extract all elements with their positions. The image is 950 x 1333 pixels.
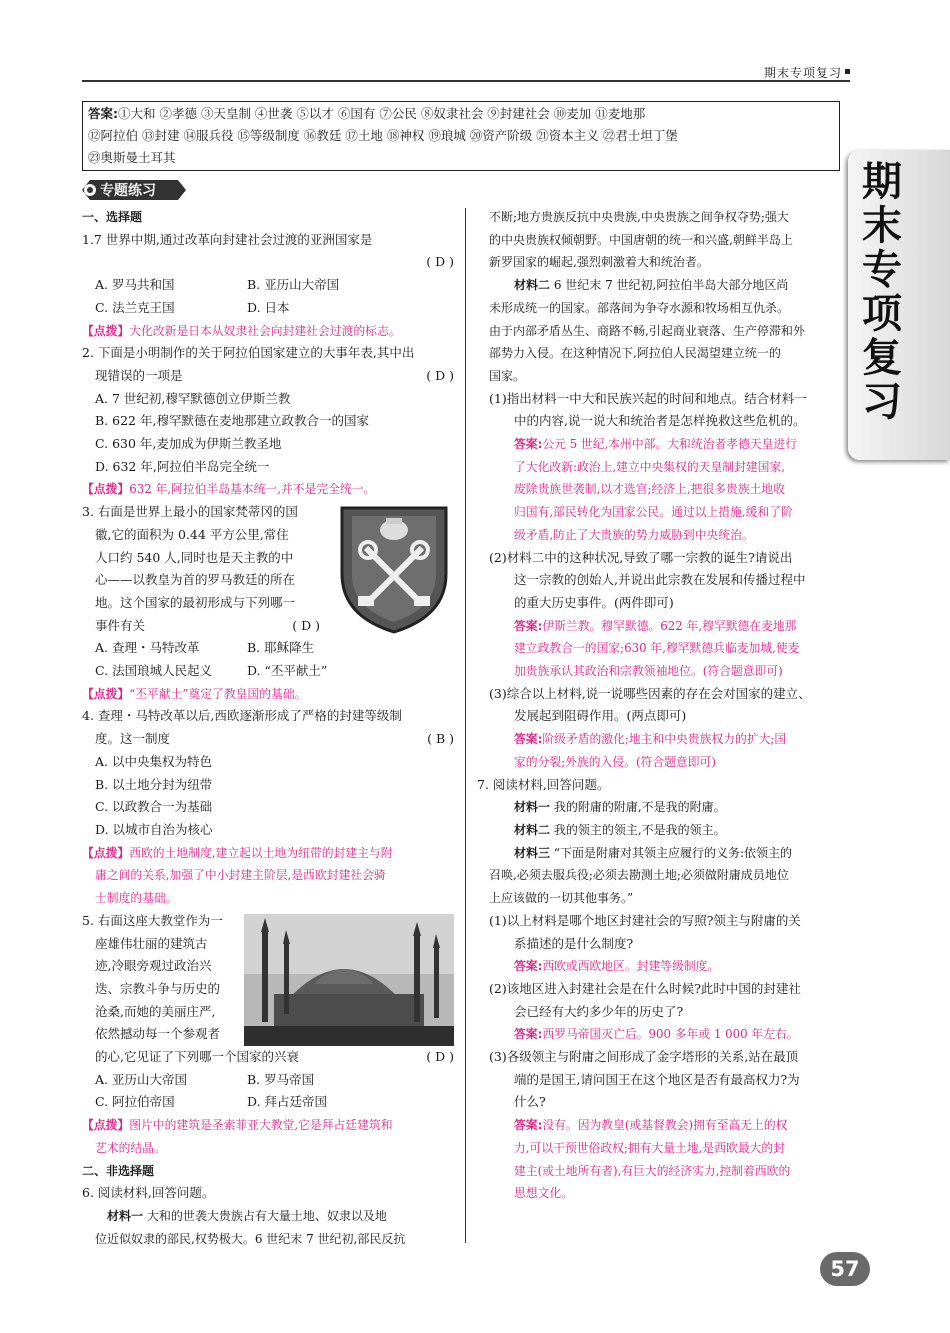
q4-tip-1: 西欧的土地制度,建立起以土地为纽带的封建主与附 [129, 845, 393, 860]
q1-option-c: C. 法兰克王国 [95, 299, 175, 315]
q6-material-1-line-3: 不断;地方贵族反抗中央贵族,中央贵族之间争权夺势;强大 [489, 210, 789, 224]
q7-stem: 7. 阅读材料,回答问题。 [477, 776, 610, 792]
answer-key-label: 答案: [88, 106, 118, 121]
q6-sub1-answer-2: 了大化改新:政治上,建立中央集权的天皇制封建国家, [514, 459, 786, 474]
q7-material-3-label: 材料三 [514, 845, 551, 860]
q5-answer: ( D ) [426, 1049, 454, 1065]
q3-option-b: B. 耶稣降生 [247, 640, 315, 656]
q1-tip-label: 【点拨】 [82, 323, 130, 338]
q4-stem-2: 度。这一制度 [95, 731, 171, 747]
q6-sub3-line-1: (3)综合以上材料,说一说哪些因素的存在会对国家的建立、 [489, 685, 811, 701]
q6-sub3-line-2: 发展起到阻碍作用。(两点即可) [514, 708, 687, 724]
q1-answer: ( D ) [426, 254, 454, 270]
answer-key-box [82, 101, 840, 171]
q4-answer: ( B ) [427, 731, 454, 747]
answer-key-line-1: ①大和 ②孝德 ③天皇制 ④世袭 ⑤以才 ⑥国有 ⑦公民 ⑧奴隶社会 ⑨封建社会 ⑩麦加 ⑪麦地那 [118, 106, 646, 121]
q6-sub3-answer-label: 答案: [514, 732, 543, 747]
q5-tip-2: 艺术的结晶。 [95, 1140, 166, 1155]
q4-tip-label: 【点拨】 [82, 845, 130, 860]
q7-sub2-line-2: 会已经有大约多少年的历史了? [514, 1003, 684, 1019]
side-tab-text: 期末专项复习 [862, 159, 902, 425]
q7-material-3-line-3: 上应该做的一切其他事务。” [489, 891, 634, 906]
q6-material-1-line-5: 新罗国家的崛起,强烈刺激着大和统治者。 [489, 255, 709, 270]
q6-material-1-label: 材料一 [107, 1208, 144, 1223]
q7-sub2-line-1: (2)该地区进入封建社会是在什么时候?此时中国的封建社 [489, 980, 801, 996]
header-rule [82, 80, 850, 82]
q7-material-1-label: 材料一 [514, 800, 551, 815]
q6-material-2-line-2: 未形成统一的国家。部落间为争夺水源和牧场相互仇杀。 [489, 300, 790, 315]
q2-tip-label: 【点拨】 [82, 482, 130, 497]
q7-sub1-line-2: 系描述的是什么制度? [514, 935, 634, 951]
q6-material-1-line-1: 大和的世袭大贵族占有大量土地、奴隶以及地 [146, 1208, 387, 1223]
q3-line-3: 人口约 540 人,同时也是天主教的中 [95, 549, 294, 565]
q7-material-2-label: 材料二 [514, 822, 551, 837]
q7-sub3-answer-3: 建主(或土地所有者),有巨大的经济实力,控制着西欧的 [514, 1163, 791, 1178]
q3-line-4: 心——以教皇为首的罗马教廷的所在 [95, 572, 296, 588]
q6-sub1-answer-4: 归国有,部民转化为国家公民。通过以上措施,缓和了阶 [514, 505, 793, 520]
q7-material-1: 我的附庸的附庸,不是我的附庸。 [553, 800, 726, 815]
q6-material-1-line-2: 位近似奴隶的部民,权势极大。6 世纪末 7 世纪初,部民反抗 [95, 1231, 406, 1246]
q6-sub1-answer-5: 级矛盾,防止了大贵族的势力威胁到中央统治。 [514, 527, 754, 542]
hagia-sophia-photo [244, 914, 454, 1046]
q6-stem: 6. 阅读材料,回答问题。 [82, 1185, 215, 1201]
q6-sub1-answer-3: 废除贵族世袭制,以才选官;经济上,把很多贵族土地收 [514, 482, 786, 497]
q6-sub1-answer-1: 公元 5 世纪,本州中部。大和统治者孝德天皇进行 [542, 437, 798, 452]
q4-tip-2: 庸之间的关系,加强了中小封建主阶层,是西欧封建社会骑 [95, 868, 386, 883]
q5-line-6: 依然撼动每一个参观者 [95, 1026, 221, 1042]
q5-line-4: 迭、宗教斗争与历史的 [95, 980, 221, 996]
q2-tip: 632 年,阿拉伯半岛基本统一,并不是完全统一。 [129, 482, 376, 497]
q2-stem-1: 2. 下面是小明制作的关于阿拉伯国家建立的大事年表,其中出 [82, 345, 415, 361]
q6-sub3-answer-1: 阶级矛盾的激化;地主和中央贵族权力的扩大;国 [542, 732, 787, 747]
q6-sub2-line-3: 的重大历史事件。(两件即可) [514, 594, 674, 610]
q5-tip-label: 【点拨】 [82, 1118, 130, 1133]
q5-option-c: C. 阿拉伯帝国 [95, 1094, 175, 1110]
header-square [845, 69, 850, 74]
q6-sub2-answer-3: 加贵族承认其政治和宗教领袖地位。(符合题意即可) [514, 664, 783, 679]
q6-material-2-line-4: 部势力入侵。在这种情况下,阿拉伯人民渴望建立统一的 [489, 346, 781, 361]
q1-option-b: B. 亚历山大帝国 [247, 277, 340, 293]
q5-line-7: 的心,它见证了下列哪一个国家的兴衰 [95, 1049, 299, 1065]
q7-sub3-answer-4: 思想文化。 [514, 1186, 573, 1201]
q3-line-2: 徽,它的面积为 0.44 平方公里,常住 [95, 526, 289, 542]
q6-sub2-line-2: 这一宗教的创始人,并说出此宗教在发展和传播过程中 [514, 572, 806, 588]
q1-option-a: A. 罗马共和国 [95, 277, 175, 293]
q7-material-2: 我的领主的领主,不是我的领主。 [553, 822, 726, 837]
left-column [82, 206, 454, 1250]
q6-sub2-line-1: (2)材料二中的这种状况,导致了哪一宗教的诞生?请说出 [489, 549, 793, 565]
running-header [82, 64, 850, 80]
q7-sub3-answer-2: 力,可以干预世俗政权;拥有大量土地,是西欧最大的封 [514, 1140, 786, 1155]
q6-sub2-answer-label: 答案: [514, 618, 543, 633]
q7-material-3-line-1: “下面是附庸对其领主应履行的义务:依领主的 [553, 845, 793, 860]
q2-option-c: C. 630 年,麦加成为伊斯兰教圣地 [95, 436, 282, 452]
q6-sub1-answer-label: 答案: [514, 437, 543, 452]
q4-option-c: C. 以政教合一为基础 [95, 799, 213, 815]
q5-option-b: B. 罗马帝国 [247, 1071, 315, 1087]
q6-sub2-answer-2: 建立政教合一的国家;630 年,穆罕默德兵临麦加城,使麦 [514, 641, 800, 656]
q1-option-d: D. 日本 [247, 299, 290, 315]
q7-sub3-answer-label: 答案: [514, 1118, 543, 1133]
q7-sub2-answer: 西罗马帝国灭亡后。900 多年或 1 000 年左右。 [542, 1027, 799, 1042]
q6-sub1-line-1: (1)指出材料一中大和民族兴起的时间和地点。结合材料一 [489, 390, 807, 406]
q3-line-6: 事件有关 [95, 617, 146, 633]
q7-sub3-line-1: (3)各级领主与附庸之间形成了金字塔形的关系,站在最顶 [489, 1049, 799, 1065]
q5-tip-1: 图片中的建筑是圣索菲亚大教堂,它是拜占廷建筑和 [129, 1118, 393, 1133]
q3-line-5: 地。这个国家的最初形成与下列哪一 [95, 594, 296, 610]
q7-sub2-answer-label: 答案: [514, 1027, 543, 1042]
answer-key-line-2: ⑫阿拉伯 ⑬封建 ⑭服兵役 ⑮等级制度 ⑯教廷 ⑰土地 ⑱神权 ⑲琅城 ⑳资产阶级 ㉑资本主义 ㉒君士坦丁堡 [88, 128, 678, 143]
part1-heading: 一、选择题 [82, 210, 143, 224]
q2-option-b: B. 622 年,穆罕默德在麦地那建立政教合一的国家 [95, 413, 369, 429]
q7-sub3-answer-1: 没有。因为教皇(或基督教会)拥有至高无上的权 [542, 1118, 788, 1133]
q7-sub3-line-2: 端的是国王,请问国王在这个地区是否有最高权力?为 [514, 1071, 800, 1087]
q4-option-d: D. 以城市自治为核心 [95, 821, 213, 837]
q6-sub2-answer-1: 伊斯兰教。穆罕默德。622 年,穆罕默德在麦地那 [542, 618, 797, 633]
q2-answer: ( D ) [426, 367, 454, 383]
q6-material-2-line-5: 国家。 [489, 368, 526, 383]
q2-option-d: D. 632 年,阿拉伯半岛完全统一 [95, 458, 270, 474]
q7-sub1-line-1: (1)以上材料是哪个地区封建社会的写照?领主与附庸的关 [489, 912, 801, 928]
q7-sub3-line-3: 什么? [514, 1094, 546, 1110]
q2-option-a: A. 7 世纪初,穆罕默德创立伊斯兰教 [95, 390, 291, 406]
q7-sub1-answer-label: 答案: [514, 959, 543, 974]
q4-stem-1: 4. 查理・马特改革以后,西欧逐渐形成了严格的封建等级制 [82, 708, 402, 724]
q7-sub1-answer: 西欧或西欧地区。封建等级制度。 [542, 959, 720, 974]
q6-material-2-label: 材料二 [514, 278, 551, 293]
q6-sub3-answer-2: 家的分裂;外族的入侵。(符合题意即可) [514, 754, 716, 769]
section-title-badge [80, 178, 188, 202]
q3-option-a: A. 查理・马特改革 [95, 640, 200, 656]
q3-line-1: 3. 右面是世界上最小的国家梵蒂冈的国 [82, 504, 298, 520]
q5-option-a: A. 亚历山大帝国 [95, 1071, 187, 1087]
q4-tip-3: 士制度的基础。 [95, 891, 178, 906]
q1-tip: 大化改新是日本从奴隶社会向封建社会过渡的标志。 [129, 323, 401, 338]
section-title: 专题练习 [100, 183, 156, 199]
part2-heading: 二、非选择题 [82, 1163, 155, 1178]
q4-option-b: B. 以土地分封为纽带 [95, 776, 213, 792]
q3-option-c: C. 法国琅城人民起义 [95, 663, 213, 679]
page-number: 57 [820, 1252, 870, 1286]
q5-line-1: 5. 右面这座大教堂作为一 [82, 912, 223, 928]
q3-option-d: D. “丕平献土” [247, 663, 328, 679]
q1-stem: 1.7 世界中期,通过改革向封建社会过渡的亚洲国家是 [82, 231, 373, 247]
side-chapter-tab [848, 150, 950, 460]
header-title: 期末专项复习 [763, 66, 842, 80]
q6-material-1-line-4: 的中央贵族权倾朝野。中国唐朝的统一和兴盛,朝鲜半岛上 [489, 232, 793, 247]
answer-key-line-3: ㉓奥斯曼土耳其 [88, 150, 176, 165]
q3-tip-label: 【点拨】 [82, 686, 130, 701]
q7-material-3-line-2: 召唤,必须去服兵役;必须去勘测土地;必须做附庸成员地位 [489, 868, 789, 883]
q5-line-3: 迹,冷眼旁观过政治兴 [95, 958, 212, 974]
right-column [477, 206, 849, 1205]
q3-tip: “丕平献土”奠定了教皇国的基础。 [129, 686, 307, 701]
q6-material-2-line-3: 由于内部矛盾丛生、商路不畅,引起商业衰落、生产停滞和外 [489, 323, 805, 338]
vatican-emblem-image [338, 504, 450, 634]
q5-line-2: 座雄伟壮丽的建筑古 [95, 935, 208, 951]
q6-sub1-line-2: 中的内容,说一说大和统治者是怎样挽救这些危机的。 [514, 413, 806, 429]
q3-answer: ( D ) [292, 617, 320, 633]
q4-option-a: A. 以中央集权为特色 [95, 753, 212, 769]
q5-option-d: D. 拜占廷帝国 [247, 1094, 328, 1110]
q6-material-2-line-1: 6 世纪末 7 世纪初,阿拉伯半岛大部分地区尚 [553, 278, 789, 293]
column-divider [465, 208, 466, 1243]
q2-stem-2: 现错误的一项是 [95, 367, 183, 383]
q5-line-5: 沧桑,而她的美丽庄严, [95, 1003, 216, 1019]
